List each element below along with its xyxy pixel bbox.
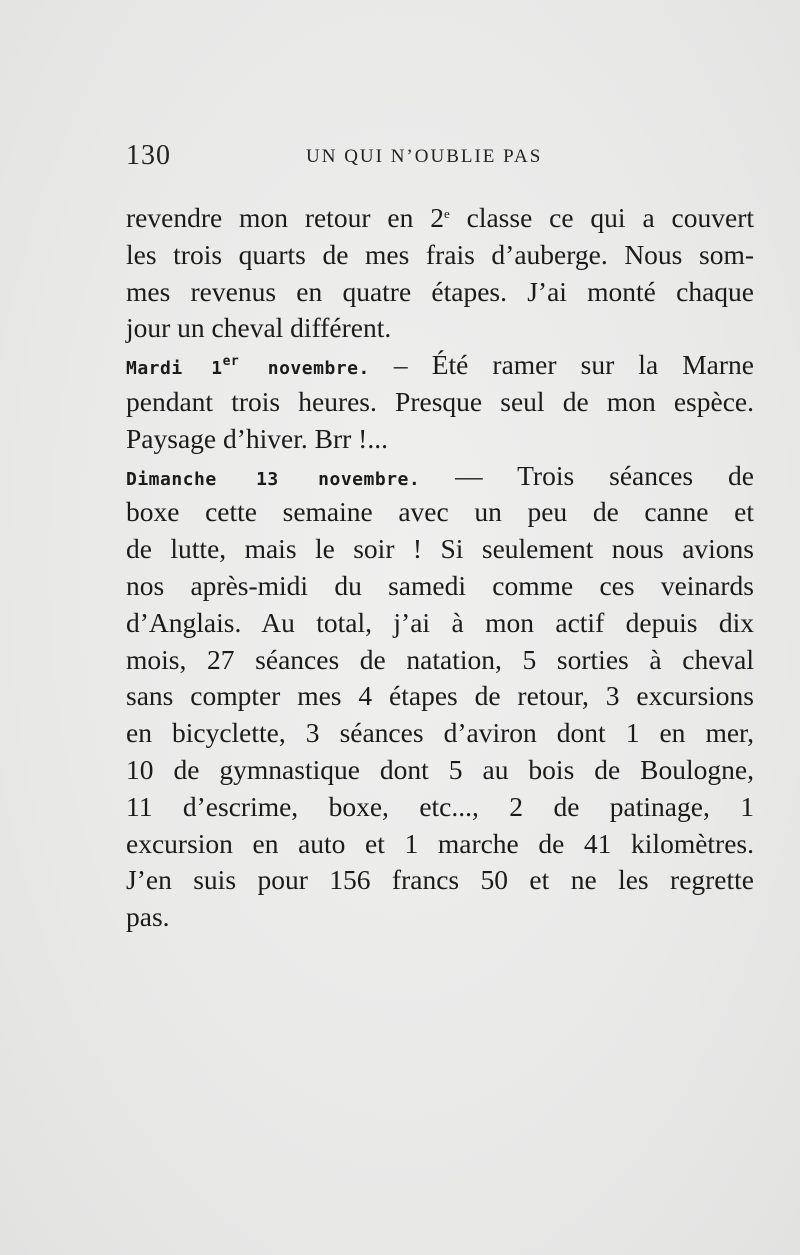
running-title: UN QUI N’OUBLIE PAS	[306, 146, 543, 167]
body-text	[126, 200, 754, 936]
text-line: jour un cheval différent.	[126, 312, 392, 344]
text-line: d’Anglais. Au total, j’ai à mon actif depuis dix	[126, 606, 754, 638]
text-line: nos après-midi du samedi comme ces veinards	[126, 569, 754, 601]
text-line: sans compter mes 4 étapes de retour, 3 excursions	[126, 680, 754, 712]
text-line: pas.	[126, 901, 170, 933]
text-line: mes revenus en quatre étapes. J’ai monté chaque	[126, 275, 754, 307]
text-line: J’en suis pour 156 francs 50 et ne les regrette	[126, 864, 754, 896]
text-line: Paysage d’hiver. Brr !...	[126, 422, 388, 454]
text-line: les trois quarts de mes frais d’auberge. Nous som-	[126, 238, 754, 270]
text-line: excursion en auto et 1 marche de 41 kilomètres.	[126, 827, 754, 859]
page-header	[126, 140, 686, 170]
page-number: 130	[126, 140, 171, 171]
text-line: de lutte, mais le soir ! Si seulement nous avions	[126, 533, 754, 565]
text-line: revendre mon retour en 2e classe ce qui a couvert	[126, 202, 754, 233]
text-line: boxe cette semaine avec un peu de canne et	[126, 496, 754, 528]
entry-date: Dimanche 13 novembre.	[126, 468, 421, 490]
entry-line: Dimanche 13 novembre. — Trois séances de	[126, 459, 754, 491]
entry-date: Mardi 1er novembre.	[126, 354, 370, 380]
entry-line: Mardi 1er novembre. – Été ramer sur la Marne	[126, 349, 754, 381]
text-line: mois, 27 séances de natation, 5 sorties à cheval	[126, 643, 754, 675]
text-line: 11 d’escrime, boxe, etc..., 2 de patinage, 1	[126, 790, 754, 822]
text-line: pendant trois heures. Presque seul de mon espèce.	[126, 385, 754, 417]
text-line: 10 de gymnastique dont 5 au bois de Boulogne,	[126, 753, 754, 785]
text-line: en bicyclette, 3 séances d’aviron dont 1 en mer,	[126, 717, 754, 749]
